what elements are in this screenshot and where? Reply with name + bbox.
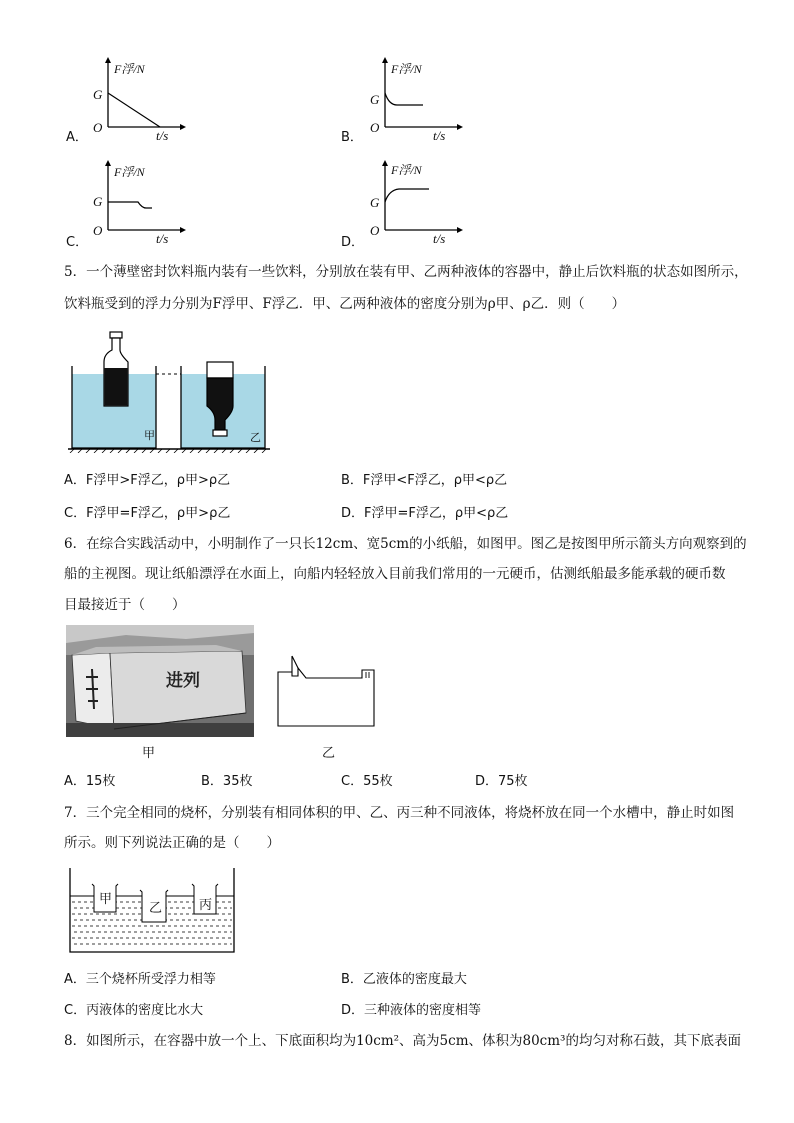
curve [108,93,160,127]
y-arrow [105,160,111,166]
q6-option-d[interactable]: D．75枚 [475,774,528,789]
q5-option-a[interactable]: A．F浮甲>F浮乙，ρ甲>ρ乙 [64,473,231,488]
q6-front-view [270,648,382,730]
origin-label: O [370,120,380,135]
origin-label: O [93,120,103,135]
g-label: G [370,92,380,107]
q6-label-jia: 甲 [142,746,156,761]
beaker-yi-label: 乙 [149,901,163,916]
graph-c [60,158,190,250]
y-arrow [382,57,388,63]
q7-option-a[interactable]: A．三个烧杯所受浮力相等 [64,972,216,987]
y-label: F浮/N [391,163,422,177]
q6-option-a[interactable]: A．15枚 [64,774,116,789]
q6-option-c[interactable]: C．55枚 [341,774,393,789]
q6-stem-line1: 6．在综合实践活动中，小明制作了一只长12cm、宽5cm的小纸船，如图甲。图乙是按图甲所示箭头方向观察到的 [64,536,747,552]
x-label: t/s [433,231,446,246]
q6-photo [66,625,254,737]
curve [108,202,152,208]
q6-label-yi: 乙 [322,746,336,761]
y-label: F浮/N [114,62,145,76]
q7-stem-line2: 所示。则下列说法正确的是（ ） [64,835,280,851]
x-label: t/s [433,128,446,143]
option-letter: C． [66,235,89,250]
option-letter: D． [341,235,365,250]
q5-label-yi: 乙 [250,431,261,444]
q5-figure [64,328,274,453]
curve [385,189,429,202]
q5-label-jia: 甲 [144,429,155,442]
q5-stem-line2: 饮料瓶受到的浮力分别为F浮甲、F浮乙．甲、乙两种液体的密度分别为ρ甲、ρ乙．则（ ） [64,296,626,312]
q5-option-b[interactable]: B．F浮甲<F浮乙，ρ甲<ρ乙 [341,473,508,488]
q6-stem-line2: 船的主视图。现让纸船漂浮在水面上，向船内轻轻放入目前我们常用的一元硬币，估测纸船最多能承载的硬币数 [64,566,726,582]
q5-option-c[interactable]: C．F浮甲=F浮乙，ρ甲>ρ乙 [64,506,231,521]
bottle-upright [104,332,128,406]
graph-d [337,158,467,250]
beaker-bing-label: 丙 [199,898,213,913]
q6-option-b[interactable]: B．35枚 [201,774,253,789]
y-label: F浮/N [391,62,422,76]
q5-figure-svg [64,328,274,453]
q7-option-c[interactable]: C．丙液体的密度比水大 [64,1003,204,1018]
q5-stem-line1: 5．一个薄壁密封饮料瓶内装有一些饮料，分别放在装有甲、乙两种液体的容器中，静止后饮料瓶的状态如图所示， [64,264,748,280]
y-label: F浮/N [114,165,145,179]
g-label: G [370,195,380,210]
q7-option-d[interactable]: D．三种液体的密度相等 [341,1003,482,1018]
q7-option-b[interactable]: B．乙液体的密度最大 [341,972,467,987]
origin-label: O [93,223,103,238]
q8-stem-line1: 8．如图所示，在容器中放一个上、下底面积均为10cm²、高为5cm、体积为80cm³的均匀对称石鼓，其下底表面 [64,1033,741,1049]
beaker-jia-label: 甲 [99,892,113,907]
curve [385,93,423,105]
x-arrow [457,227,463,233]
option-letter: B． [341,130,363,145]
x-arrow [180,124,186,130]
q7-figure [64,864,240,956]
x-label: t/s [156,231,169,246]
option-letter: A． [66,130,88,145]
x-arrow [457,124,463,130]
front-view-svg [270,648,382,730]
y-arrow [382,160,388,166]
graph-a [60,55,190,145]
q6-stem-line3: 目最接近于（ ） [64,597,186,613]
graph-b [337,55,467,145]
x-arrow [180,227,186,233]
paper-boat-photo-svg [66,625,254,737]
photo-writing: 进列 [166,671,200,691]
y-arrow [105,57,111,63]
g-label: G [93,194,103,209]
g-label: G [93,87,103,102]
origin-label: O [370,223,380,238]
q7-stem-line1: 7．三个完全相同的烧杯，分别装有相同体积的甲、乙、丙三种不同液体，将烧杯放在同一个水槽中，静止时如图 [64,805,735,821]
q5-option-d[interactable]: D．F浮甲=F浮乙，ρ甲<ρ乙 [341,506,509,521]
x-label: t/s [156,128,169,143]
